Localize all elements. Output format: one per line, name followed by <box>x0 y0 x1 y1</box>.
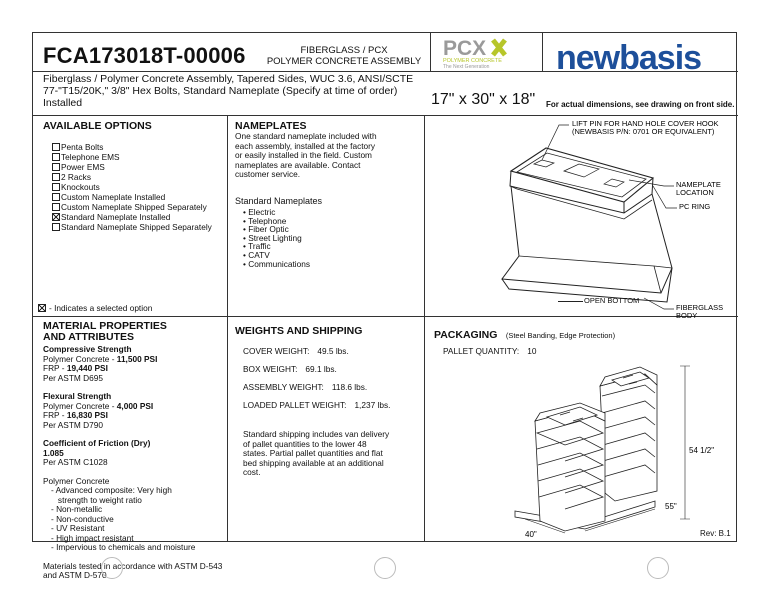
newbasis-logo: newbasis <box>556 39 702 77</box>
checkbox-icon <box>52 193 60 201</box>
cover-weight: COVER WEIGHT: 49.5 lbs. <box>243 346 349 356</box>
standard-nameplates-title: Standard Nameplates <box>235 196 323 206</box>
compressive-title: Compressive Strength <box>43 344 132 354</box>
checkbox-icon <box>52 183 60 191</box>
assembly-diagram <box>424 116 738 320</box>
polymer-concrete-title: Polymer Concrete <box>43 475 110 486</box>
option-label: Standard Nameplate Installed <box>61 212 171 222</box>
friction-std: Per ASTM C1028 <box>43 457 108 467</box>
callout-leader <box>558 301 583 302</box>
nameplates-body: One standard nameplate included with each assembly, installed at the factory or easily installed in the field. Custom nameplates are available. Contact customer service. <box>235 131 377 179</box>
compressive-pc: Polymer Concrete - 11,500 PSI <box>43 353 158 364</box>
pallet-diagram <box>505 361 715 539</box>
option-item <box>52 192 212 202</box>
packaging-title: PACKAGING <box>434 329 498 341</box>
material-title-line: MATERIAL PROPERTIES <box>43 320 167 332</box>
callout-pc-ring: PC RING <box>679 202 711 211</box>
checkbox-icon <box>52 213 60 221</box>
option-item <box>52 152 212 162</box>
product-dimensions: 17" x 30" x 18" <box>431 91 536 108</box>
option-label: Knockouts <box>61 182 100 192</box>
callout-fiberglass-body: FIBERGLASS <box>676 303 724 312</box>
subtitle-line: POLYMER CONCRETE ASSEMBLY <box>266 56 422 67</box>
packaging-subtitle: (Steel Banding, Edge Protection) <box>505 331 616 340</box>
weights-title: WEIGHTS AND SHIPPING <box>235 325 363 337</box>
nameplate-list <box>237 208 310 268</box>
nameplate-item: • Street Lighting <box>243 232 302 243</box>
compressive-frp: FRP - 19,440 PSI <box>43 363 108 373</box>
polymer-attribute: - High impact resistant <box>51 532 134 543</box>
checkbox-icon <box>52 203 60 211</box>
nameplate-item: • CATV <box>243 249 270 260</box>
divider <box>227 115 228 542</box>
flexural-std: Per ASTM D790 <box>43 419 103 430</box>
checkbox-icon <box>52 143 60 151</box>
options-legend <box>38 303 152 313</box>
callout-lift-pin: LIFT PIN FOR HAND HOLE COVER HOOK <box>572 119 719 128</box>
dim-length: 55" <box>665 502 677 511</box>
flexural-frp: FRP - 16,830 PSI <box>43 410 108 420</box>
polymer-attribute: - Advanced composite: Very high <box>51 485 172 495</box>
divider <box>33 316 738 317</box>
polymer-concrete-attributes <box>51 486 223 553</box>
nameplate-item: • Traffic <box>243 241 271 252</box>
nameplates-title: NAMEPLATES <box>235 120 307 132</box>
pcx-logo-sub: The Next Generation <box>443 64 490 70</box>
punch-hole <box>374 557 396 579</box>
option-label: Penta Bolts <box>61 142 104 152</box>
material-properties <box>43 345 223 581</box>
polymer-attribute: - Impervious to chemicals and moisture <box>51 542 196 552</box>
dim-width: 40" <box>525 530 537 539</box>
option-label: Power EMS <box>61 162 105 172</box>
assembly-weight: ASSEMBLY WEIGHT: 118.6 lbs. <box>243 382 368 392</box>
packaging-header <box>434 325 615 343</box>
nameplate-item: • Fiber Optic <box>243 224 289 235</box>
friction-title: Coefficient of Friction (Dry) <box>43 438 151 448</box>
option-item <box>52 162 212 172</box>
pcx-logo <box>443 36 523 70</box>
option-item <box>52 212 212 222</box>
punch-hole <box>647 557 669 579</box>
checkbox-icon <box>52 153 60 161</box>
dim-height: 54 1/2" <box>689 446 715 455</box>
flexural-pc: Polymer Concrete - 4,000 PSI <box>43 400 154 411</box>
pallet-weight: LOADED PALLET WEIGHT: 1,237 lbs. <box>243 400 391 410</box>
checkbox-icon <box>52 173 60 181</box>
options-list <box>52 142 212 232</box>
shipping-note: Standard shipping includes van delivery of pallet quantities to the lower 48 states. Partial pallet quantities and flat bed shipping available at an additional cost. <box>243 429 390 477</box>
model-number: FCA173018T-00006 <box>43 43 246 68</box>
product-description: Fiberglass / Polymer Concrete Assembly, Tapered Sides, WUC 3.6, ANSI/SCTE 77-"T15/20K," 3/8" Hex Bolts, Standard Nameplate (Specify at time of order) Installed <box>43 73 414 109</box>
option-label: Standard Nameplate Shipped Separately <box>61 222 212 232</box>
option-label: Custom Nameplate Installed <box>61 192 166 202</box>
checkbox-icon <box>52 163 60 171</box>
punch-hole <box>101 557 123 579</box>
option-item <box>52 142 212 152</box>
polymer-attribute: - Non-conductive <box>51 513 114 524</box>
option-label: 2 Racks <box>61 172 91 182</box>
materials-tested: Materials tested in accordance with ASTM D-543 and ASTM D-570 <box>43 560 223 580</box>
divider <box>542 33 543 71</box>
checkbox-icon <box>38 304 46 312</box>
callout-fiberglass-body-2: BODY <box>676 311 698 320</box>
material-title <box>43 321 167 343</box>
subtitle-line: FIBERGLASS / PCX <box>300 45 388 56</box>
polymer-attribute: - UV Resistant <box>51 523 105 533</box>
nameplate-item: • Electric <box>243 207 276 217</box>
option-label: Telephone EMS <box>61 152 120 162</box>
flexural-title: Flexural Strength <box>43 391 112 401</box>
option-label: Custom Nameplate Shipped Separately <box>61 202 207 212</box>
polymer-attribute: - Non-metallic <box>51 504 103 514</box>
polymer-attribute: strength to weight ratio <box>51 494 142 505</box>
options-title: AVAILABLE OPTIONS <box>43 120 152 132</box>
nameplate-item: • Communications <box>243 258 311 269</box>
callout-lift-pin-pn: (NEWBASIS P/N: 0701 OR EQUIVALENT) <box>572 127 715 136</box>
checkbox-icon <box>52 223 60 231</box>
product-subtitle <box>261 45 427 67</box>
legend-text: - Indicates a selected option <box>49 303 153 313</box>
pallet-quantity: PALLET QUANTITY: 10 <box>443 346 537 356</box>
option-item <box>52 172 212 182</box>
friction-value: 1.085 <box>43 447 64 458</box>
pcx-logo-sub: POLYMER CONCRETE <box>443 58 502 64</box>
compressive-std: Per ASTM D695 <box>43 372 103 383</box>
divider <box>430 33 431 71</box>
callout-nameplate: NAMEPLATE <box>676 180 721 189</box>
dimensions-note: For actual dimensions, see drawing on front side. <box>546 100 735 109</box>
callout-open-bottom: OPEN BOTTOM <box>584 296 640 305</box>
callout-nameplate-loc: LOCATION <box>676 188 714 197</box>
revision: Rev: B.1 <box>700 529 731 538</box>
material-title-line: AND ATTRIBUTES <box>43 331 134 343</box>
pcx-logo-text: PCX <box>443 37 487 60</box>
option-item <box>52 182 212 192</box>
option-item <box>52 202 212 212</box>
nameplate-item: • Telephone <box>243 215 287 226</box>
spec-sheet <box>32 32 737 580</box>
box-weight: BOX WEIGHT: 69.1 lbs. <box>243 364 337 374</box>
option-item <box>52 222 212 232</box>
